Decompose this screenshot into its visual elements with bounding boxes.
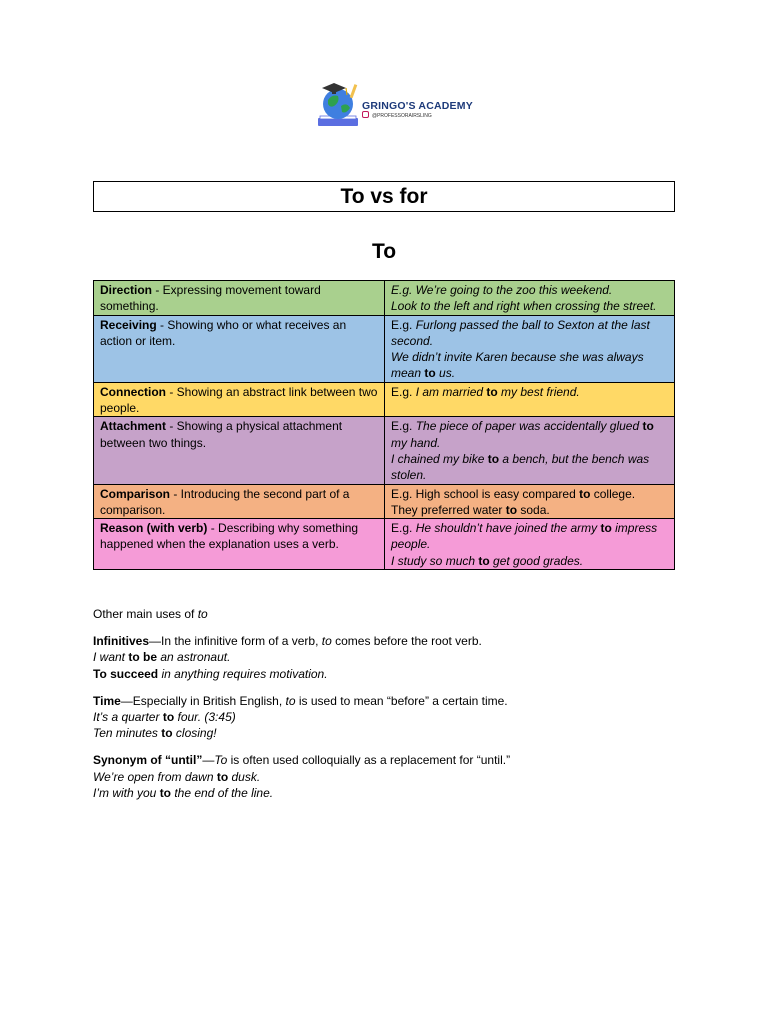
page-title: To vs for xyxy=(93,181,675,212)
text-run: We’re open from dawn xyxy=(93,769,217,784)
text-run: to xyxy=(478,553,490,568)
text-run: get good grades. xyxy=(489,553,584,568)
usage-cell xyxy=(94,281,385,316)
text-run: E.g. We’re going to the zoo this weekend. xyxy=(391,283,613,297)
usage-description: - Describing why something happened when the explanation uses a verb. xyxy=(100,521,359,552)
table-row xyxy=(94,315,675,382)
table-row xyxy=(94,417,675,484)
usage-heading xyxy=(93,752,693,768)
table-row xyxy=(94,281,675,316)
logo-wordmark: GRINGO'S ACADEMY xyxy=(362,100,473,112)
text-run: The piece of paper was accidentally glued xyxy=(415,419,643,434)
instagram-icon xyxy=(362,111,369,118)
other-uses-intro xyxy=(93,606,693,622)
table-row xyxy=(94,484,675,519)
usage-term: Reason (with verb) xyxy=(100,521,208,536)
text-run: E.g. xyxy=(391,419,416,434)
text-run: I study so much xyxy=(391,553,479,568)
usage-cell xyxy=(94,315,385,382)
text-run: to xyxy=(487,451,500,466)
example-cell xyxy=(385,281,675,316)
table-row xyxy=(94,519,675,570)
example-line xyxy=(93,666,693,682)
text-run: an astronaut. xyxy=(157,650,231,665)
usage-section xyxy=(93,633,693,682)
text-run: He shouldn’t have joined the army xyxy=(415,521,601,536)
academy-logo xyxy=(314,80,473,136)
text-run: Look to the left and right when crossing the street. xyxy=(391,299,657,314)
example-line xyxy=(93,709,693,725)
usage-description: - Showing a physical attachment between two things. xyxy=(100,419,343,450)
text-run: They preferred water xyxy=(391,502,506,517)
example-line xyxy=(391,317,668,350)
text-run: comes before the root verb. xyxy=(331,634,482,649)
text-run: I am married xyxy=(415,384,487,399)
text-run: to xyxy=(216,769,229,784)
text-run: to xyxy=(321,634,332,649)
example-line xyxy=(391,298,668,314)
text-run: Infinitives xyxy=(93,634,150,649)
text-run: soda. xyxy=(517,502,550,517)
text-run: to xyxy=(600,521,612,536)
example-cell xyxy=(385,382,675,417)
usage-term: Receiving xyxy=(100,317,157,332)
text-run: to xyxy=(505,502,518,517)
text-run: college. xyxy=(590,486,636,501)
example-line xyxy=(93,769,693,785)
example-line xyxy=(93,725,693,741)
example-line xyxy=(391,384,668,400)
text-run: It’s a quarter xyxy=(93,710,163,725)
text-run: To succeed xyxy=(93,666,159,681)
text-run: To xyxy=(214,753,228,768)
example-line xyxy=(391,282,668,298)
example-line xyxy=(93,785,693,801)
text-run: Ten minutes xyxy=(93,726,162,741)
example-cell xyxy=(385,519,675,570)
text-run: Synonym of “until” xyxy=(93,753,203,768)
usage-term: Direction xyxy=(100,283,153,297)
uses-table xyxy=(93,280,675,570)
usage-cell xyxy=(94,484,385,519)
text-run: to xyxy=(159,785,172,800)
usage-heading xyxy=(93,633,693,649)
logo-handle: @PROFESSORAIRSLING xyxy=(372,113,432,119)
text-run: Furlong passed the ball to Sexton at the last second. xyxy=(391,317,650,348)
text-run: to xyxy=(285,693,296,708)
example-cell xyxy=(385,484,675,519)
text-run: impress people. xyxy=(391,521,658,552)
usage-section xyxy=(93,693,693,742)
text-run: —In the infinitive form of a verb, xyxy=(149,634,322,649)
text-run: Time xyxy=(93,693,121,708)
usage-section xyxy=(93,752,693,801)
text-run: to xyxy=(162,710,175,725)
example-cell xyxy=(385,315,675,382)
text-run: closing! xyxy=(172,726,217,741)
usage-cell xyxy=(94,519,385,570)
usage-description: - Showing an abstract link between two people. xyxy=(100,384,378,416)
text-run: four. (3:45) xyxy=(174,710,236,725)
text-run: in anything requires motivation. xyxy=(158,666,328,681)
intro-text: Other main uses of xyxy=(93,607,198,621)
text-run: E.g. xyxy=(391,521,416,536)
text-run: E.g. xyxy=(391,384,416,399)
usage-cell xyxy=(94,382,385,417)
usage-cell xyxy=(94,417,385,484)
example-line xyxy=(391,486,668,502)
text-run: my best friend. xyxy=(497,384,580,399)
text-run: to xyxy=(161,726,173,741)
usage-description: - Introducing the second part of a comparison. xyxy=(100,486,350,517)
usage-heading xyxy=(93,693,693,709)
text-run: to xyxy=(486,384,498,399)
example-line xyxy=(93,649,693,665)
text-run: my hand. xyxy=(391,435,441,450)
example-line xyxy=(391,451,668,484)
text-run: I chained my bike xyxy=(391,451,488,466)
text-run: — xyxy=(202,753,215,768)
text-run: the end of the line. xyxy=(171,785,274,800)
globe-icon xyxy=(314,80,362,132)
text-run: E.g. xyxy=(391,317,416,332)
example-line xyxy=(391,349,668,382)
usage-description: - Showing who or what receives an action or item. xyxy=(100,317,347,348)
text-run: a bench, but the bench was stolen. xyxy=(391,451,650,483)
text-run: to xyxy=(579,486,591,501)
text-run: —Especially in British English, xyxy=(120,693,286,708)
text-run: to xyxy=(642,419,654,434)
example-line xyxy=(391,520,668,553)
text-run: is often used colloquially as a replacement for “until.” xyxy=(227,753,511,768)
text-run: I’m with you xyxy=(93,785,160,800)
other-uses xyxy=(93,606,693,812)
text-run: E.g. High school is easy compared xyxy=(391,486,580,501)
example-cell xyxy=(385,417,675,484)
text-run: dusk. xyxy=(228,769,261,784)
usage-term: Comparison xyxy=(100,486,171,501)
section-heading: To xyxy=(371,240,397,263)
example-line xyxy=(391,418,668,451)
text-run: us. xyxy=(435,366,456,381)
text-run: I want xyxy=(93,650,129,665)
text-run: is used to mean “before” a certain time. xyxy=(295,693,508,708)
example-line xyxy=(391,502,668,518)
example-line xyxy=(391,553,668,569)
usage-term: Connection xyxy=(100,384,166,399)
text-run: We didn’t invite Karen because she was always mean xyxy=(391,350,644,381)
table-row xyxy=(94,382,675,417)
intro-word: to xyxy=(197,607,208,621)
usage-description: - Expressing movement toward something. xyxy=(100,283,321,314)
usage-term: Attachment xyxy=(100,419,167,434)
text-run: to be xyxy=(128,650,158,665)
text-run: to xyxy=(424,366,436,381)
